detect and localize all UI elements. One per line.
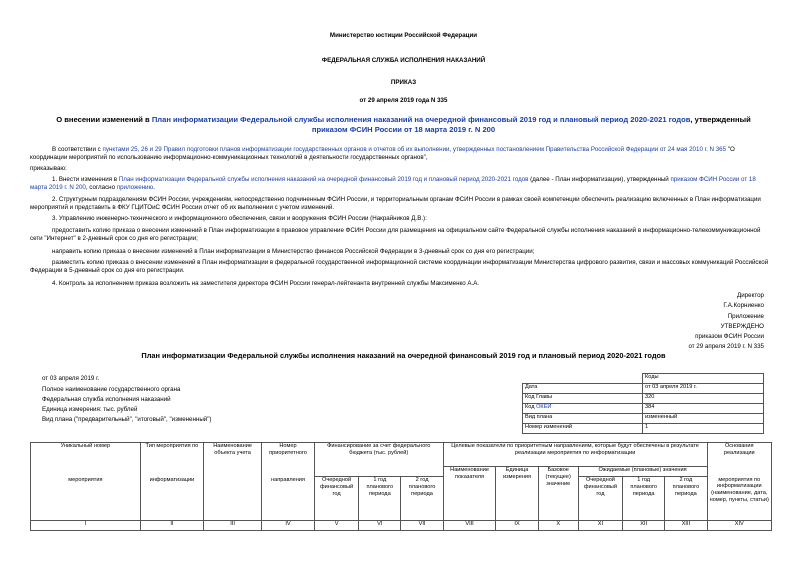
col-direction-sub: направления <box>262 477 315 521</box>
codes-label: Вид плана <box>523 414 643 424</box>
codes-value: 1 <box>643 424 764 434</box>
page-title <box>40 115 767 135</box>
col-exp-y3: 2 год планового периода <box>665 477 707 521</box>
basis-text: В соответствии с <box>52 146 103 153</box>
meta-unit: Единица измерения: тыс. рублей <box>42 405 138 413</box>
col-num: V <box>314 521 358 531</box>
okei-link[interactable]: ОКЕИ <box>536 404 552 410</box>
order-link-2[interactable]: приказом ФСИН России от 18 марта 2019 г. N 200 <box>30 176 756 191</box>
meta-org-label: Полное наименование государственного органа <box>42 385 181 393</box>
signature-name: Г.А.Корниенко <box>723 302 764 309</box>
order-link[interactable]: приказом ФСИН России от 18 марта 2019 г. N 200 <box>311 124 496 134</box>
col-num: I <box>31 521 141 531</box>
codes-table <box>522 373 764 434</box>
col-num: VI <box>359 521 401 531</box>
title-prefix: О внесении изменений в <box>56 115 152 124</box>
rules-link[interactable]: пунктами 25, 26 и 29 Правил подготовки планов информатизации государственных органов и отчетов об их выполнении, утвержденных постановлением Правительства Российской Федерации от 24 мая 2010 г. N 365 <box>102 146 727 153</box>
col-fin-y3: 2 год планового периода <box>401 477 443 521</box>
col-target-base: Базовое (текущее) значение <box>538 467 578 521</box>
codes-corner <box>523 374 643 384</box>
signature-role: Директор <box>737 292 764 299</box>
okei-prefix: Код <box>525 404 537 410</box>
title-mid: , утвержденный <box>690 115 751 124</box>
paragraph-3-b: направить копию приказа о внесении изменений в План информатизации в Министерство финансов Российской Федерации в 3-дневный срок со дня его регистрации; <box>52 248 535 255</box>
col-num: IX <box>496 521 538 531</box>
col-num: XIV <box>707 521 771 531</box>
paragraph-4: 4. Контроль за исполнением приказа возложить на заместителя директора ФСИН России генерал-лейтенанта внутренней службы Максименко А.А. <box>52 280 480 287</box>
paragraph-1 <box>30 176 772 192</box>
col-num: II <box>140 521 203 531</box>
col-basis: Основания реализации <box>707 443 771 477</box>
codes-value: 384 <box>643 404 764 414</box>
col-direction: Номер приоритетного <box>262 443 315 477</box>
col-financing: Финансирование за счет федерального бюджета (тыс. рублей) <box>314 443 443 477</box>
plan-meta <box>42 374 442 425</box>
col-exp-y2: 1 год планового периода <box>623 477 665 521</box>
paragraph-3: 3. Управлению инженерно-технического и информационного обеспечения, связи и вооружения ФСИН России (Накрайников Д.В.): <box>52 215 427 222</box>
col-fin-y2: 1 год планового периода <box>359 477 401 521</box>
col-target-name: Наименование показателя <box>443 467 496 521</box>
col-target-unit: Единица измерения <box>496 467 538 521</box>
col-num: III <box>204 521 262 531</box>
plan-title: План информатизации Федеральной службы исполнения наказаний на очередной финансовый 2019 год и плановый период 2020-2021 годов <box>141 351 666 360</box>
col-num: XIII <box>665 521 707 531</box>
service-name: ФЕДЕРАЛЬНАЯ СЛУЖБА ИСПОЛНЕНИЯ НАКАЗАНИЙ <box>321 57 486 64</box>
col-num: VII <box>401 521 443 531</box>
col-type-sub: информатизации <box>140 477 203 521</box>
ministry-name: Министерство юстиции Российской Федерации <box>329 32 478 39</box>
col-exp-y1: Очередной финансовый год <box>578 477 622 521</box>
col-type: Тип мероприятия по <box>140 443 203 477</box>
col-basis-sub: мероприятия по информатизации (наименование, дата, номер, пункты, статьи) <box>707 477 771 521</box>
approved-label: УТВЕРЖДЕНО <box>720 323 764 330</box>
codes-label: Номер изменений <box>523 424 643 434</box>
document-type: ПРИКАЗ <box>390 79 417 86</box>
paragraph-2: 2. Структурным подразделениям ФСИН России, учреждениям, непосредственно подчиненным ФСИН России, и территориальным органам ФСИН России в рамках своей компетенции обеспечить реализацию включенных в План информатизации мероприятий и представить в ФКУ ГЦИТОиС ФСИН России отчет об их выполнении с учетом изменений. <box>30 196 761 211</box>
codes-label: Код Главы <box>523 394 643 404</box>
codes-value: 320 <box>643 394 764 404</box>
approved-by: приказом ФСИН России <box>695 333 764 340</box>
col-fin-y1: Очередной финансовый год <box>314 477 358 521</box>
codes-value: измененный <box>643 414 764 424</box>
p1-text-tail: , согласно <box>85 183 117 191</box>
meta-org-name: Федеральная служба исполнения наказаний <box>42 395 171 403</box>
approved-date: от 29 апреля 2019 г. N 335 <box>688 343 764 350</box>
p1-text-mid: (далее - План информатизации), утвержденный <box>528 176 671 183</box>
meta-date: от 03 апреля 2019 г. <box>42 375 100 382</box>
col-unique-number: Уникальный номер <box>31 443 141 477</box>
col-target-expected: Ожидаемые (плановые) значения <box>578 467 707 477</box>
paragraph-3-a: предоставить копию приказа о внесении изменений в План информатизации в правовое управление ФСИН России для размещения на официальном сайте Федеральной службы исполнения наказаний в информационно-телекоммуникационной сети "Интернет" в 2-дневный срок со дня его регистрации; <box>30 227 761 242</box>
col-object: Наименование объекта учета <box>204 443 262 521</box>
col-num: XII <box>623 521 665 531</box>
p1-text: 1. Внести изменения в <box>52 176 119 183</box>
appendix-link[interactable]: приложению <box>116 183 154 191</box>
codes-value: от 03 апреля 2019 г. <box>643 384 764 394</box>
meta-plan-type: Вид плана ("предварительный", "итоговый", "измененный") <box>42 415 212 423</box>
plan-link[interactable]: План информатизации Федеральной службы исполнения наказаний на очередной финансовый 2019 год и плановый период 2020-2021 годов <box>151 115 691 124</box>
codes-header: Коды <box>643 374 764 384</box>
col-unique-number-sub: мероприятия <box>31 477 141 521</box>
order-word: приказываю: <box>30 165 67 172</box>
document-date: от 29 апреля 2019 года N 335 <box>359 97 448 104</box>
col-num: IV <box>262 521 315 531</box>
col-num: VIII <box>443 521 496 531</box>
col-num: X <box>538 521 578 531</box>
codes-label <box>523 404 643 414</box>
p1-text-end: . <box>153 183 155 191</box>
codes-label: Дата <box>523 384 643 394</box>
basis-text-end: "О координации мероприятий по использованию информационно-коммуникационных технологий в деятельности государственных органов", <box>30 146 735 161</box>
plan-table <box>30 442 772 531</box>
appendix-label: Приложение <box>727 313 764 320</box>
paragraph-3-c: разместить копию приказа о внесении изменений в План информатизации в федеральной государственной информационной системе координации информатизации Министерства цифрового развития, связи и массовых коммуникаций Российской Федерации в 5-дневный срок со дня его регистрации. <box>30 259 769 274</box>
plan-link-2[interactable]: План информатизации Федеральной службы исполнения наказаний на очередной финансовый 2019 год и плановый период 2020-2021 годов <box>118 176 529 183</box>
col-num: XI <box>578 521 622 531</box>
col-targets: Целевые показатели по приоритетным направлениям, которые будут обеспечены в результате реализации мероприятия по информатизации <box>443 443 707 467</box>
paragraph-basis <box>30 146 772 162</box>
